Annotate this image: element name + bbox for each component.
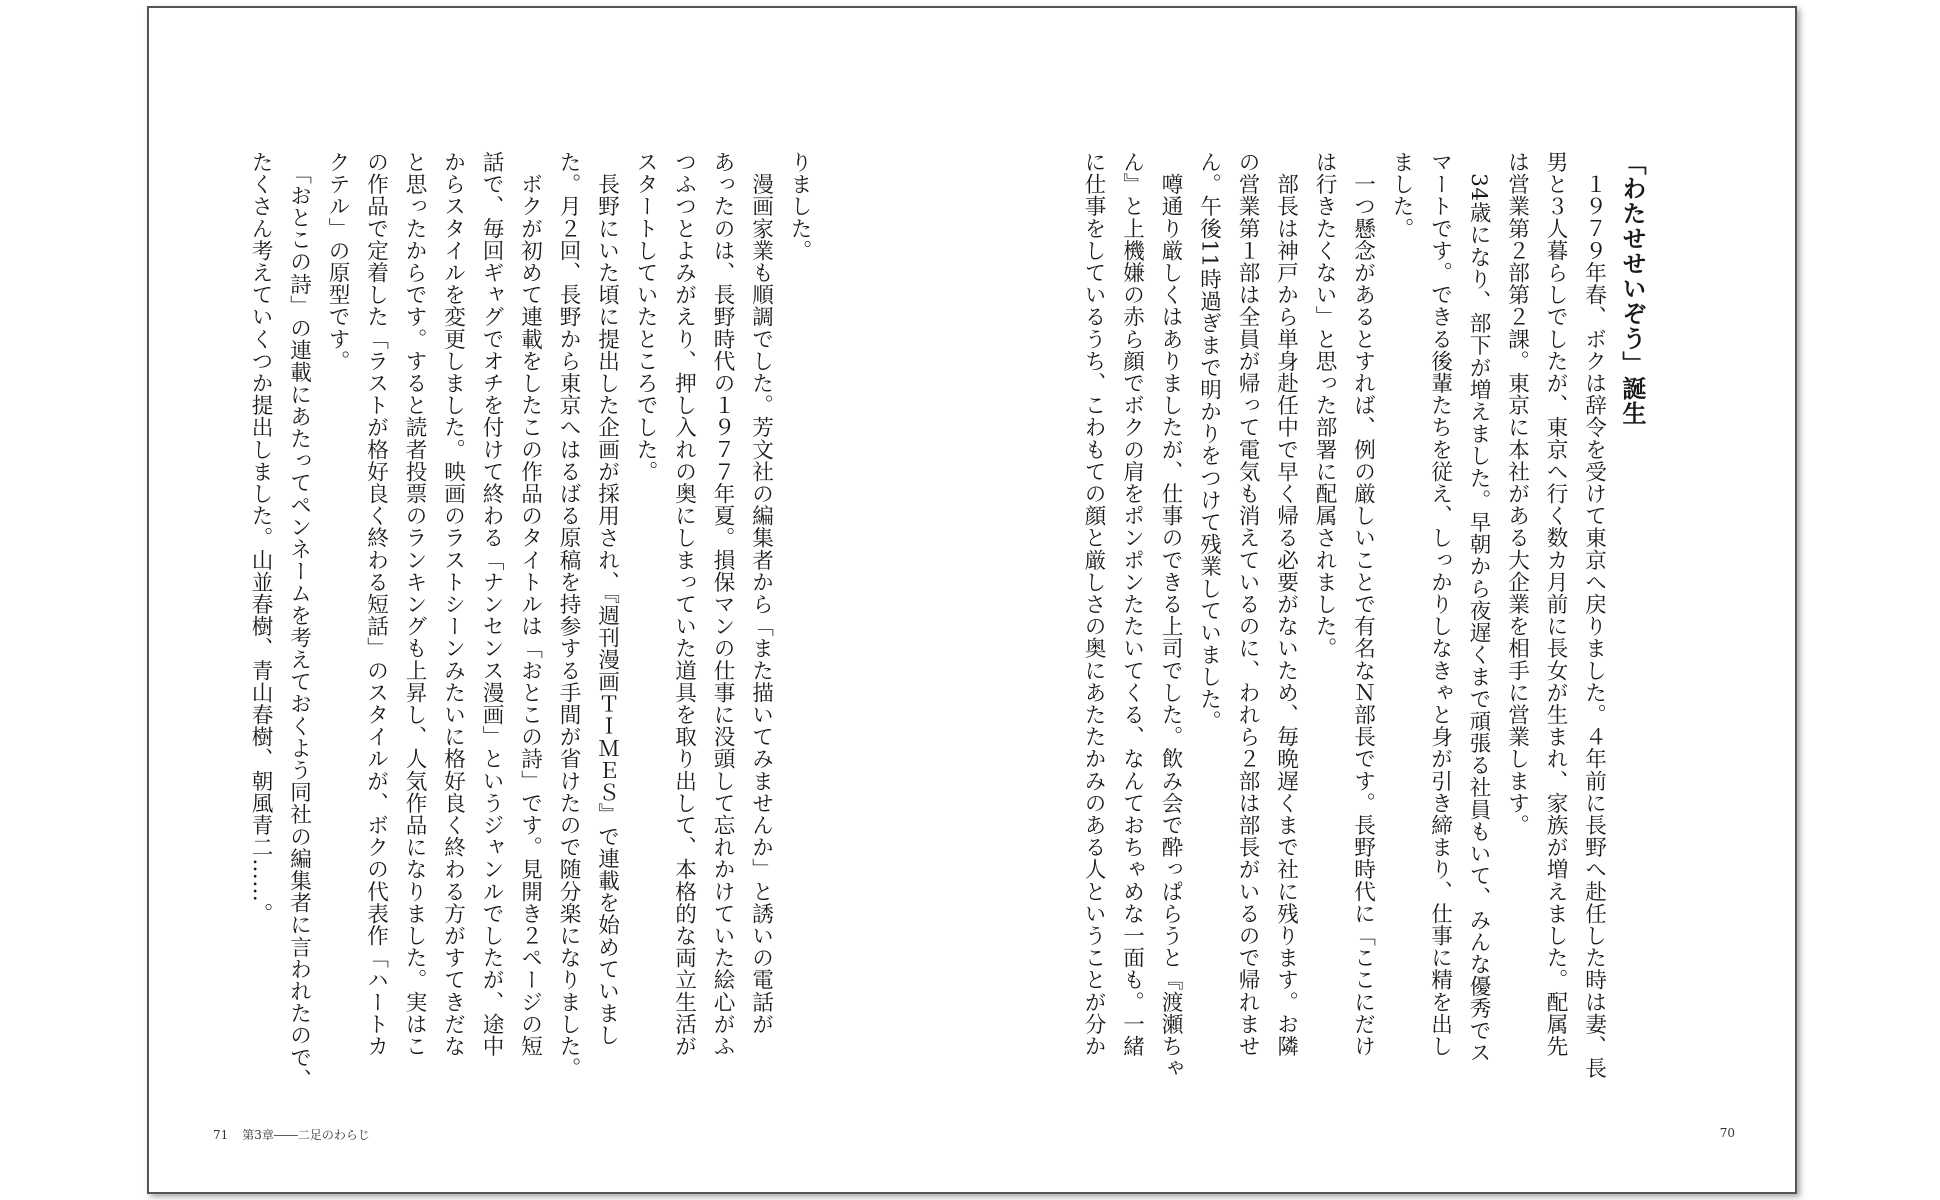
text-line: は行きたくない」と思った部署に配属されました。 <box>1312 151 1337 660</box>
section-heading: 「わたせせいぞう」誕生 <box>1618 151 1646 426</box>
text-line: ました。 <box>1389 151 1414 240</box>
text-line: あったのは、長野時代の１９７７年夏。損保マンの仕事に没頭して忘れかけていた絵心がふ <box>710 151 735 1058</box>
text-line: 「おとこの詩」の連載にあたってペンネームを考えておくよう同社の編集者に言われたので、 <box>286 151 312 1091</box>
text-line: 部長は神戸から単身赴任中で早く帰る必要がないため、毎晩遅くまで社に残ります。お隣 <box>1273 151 1299 1058</box>
text-line: １９７９年春、ボクは辞令を受けて東京へ戻りました。４年前に長野へ赴任した時は妻、長 <box>1581 151 1607 1080</box>
book-spread <box>147 6 1797 1194</box>
right-folio <box>1720 1126 1735 1140</box>
left-folio <box>213 1126 370 1143</box>
text-line: つふつとよみがえり、押し入れの奥にしまっていた道具を取り出して、本格的な両立生活が <box>671 151 697 1058</box>
text-line: た。月２回、長野から東京へはるばる原稿を持参する手間が省けたので随分楽になりました。 <box>556 151 581 1080</box>
text-line: たくさん考えていくつか提出しました。山並春樹、青山春樹、朝風青二……。 <box>248 151 273 925</box>
text-line: 一つ懸念があるとすれば、例の厳しいことで有名なＮ部長です。長野時代に「ここにだけ <box>1350 151 1376 1058</box>
text-line: 長野にいた頃に提出した企画が採用され、『週刊漫画ＴＩＭＥＳ』で連載を始めていまし <box>594 151 620 1047</box>
text-line: 34歳になり、部下が増えました。早朝から夜遅くまで頑張る社員もいて、みんな優秀でス <box>1466 151 1491 1064</box>
text-line: ん。午後11時過ぎまで明かりをつけて残業していました。 <box>1196 151 1222 732</box>
left-page <box>149 8 974 1192</box>
text-line: 漫画家業も順調でした。芳文社の編集者から「また描いてみませんか」と誘いの電話が <box>748 151 774 1035</box>
chapter-title: 第3章――二足のわらじ <box>242 1128 370 1142</box>
text-line: マートです。できる後輩たちを従え、しっかりしなきゃと身が引き締まり、仕事に精を出し <box>1427 151 1453 1058</box>
text-line: スタートしていたところでした。 <box>633 151 658 483</box>
left-page-number: 71 <box>213 1128 229 1142</box>
text-line: ん』と上機嫌の赤ら顔でボクの肩をポンポンたたいてくる、なんておちゃめな一面も。一緒 <box>1119 151 1145 1058</box>
text-line: ボクが初めて連載をしたこの作品のタイトルは「おとこの詩」です。見開き２ページの短 <box>517 151 543 1058</box>
left-page-body <box>218 151 818 1091</box>
text-line: 男と３人暮らしでしたが、東京へ行く数カ月前に長女が生まれ、家族が増えました。配属先 <box>1543 151 1568 1058</box>
text-line: クテル」の原型です。 <box>325 151 350 372</box>
text-line: と思ったからです。すると読者投票のランキングも上昇し、人気作品になりました。実はこ <box>402 151 427 1058</box>
right-page <box>974 8 1799 1192</box>
text-line: りました。 <box>787 151 812 262</box>
text-line: の営業第１部は全員が帰って電気も消えているのに、われら２部は部長がいるので帰れませ <box>1235 151 1260 1058</box>
text-line: からスタイルを変更しました。映画のラストシーンみたいに格好良く終わる方がすてきだな <box>440 151 466 1058</box>
right-page-body <box>981 151 1651 1091</box>
text-line: 噂通り厳しくはありましたが、仕事のできる上司でした。飲み会で酔っぱらうと『渡瀬ちゃ <box>1158 151 1183 1080</box>
text-line: は営業第２部第２課。東京に本社がある大企業を相手に営業します。 <box>1504 151 1530 837</box>
right-page-number: 70 <box>1719 1126 1735 1140</box>
text-line: の作品で定着した「ラストが格好良く終わる短話」のスタイルが、ボクの代表作「ハートカ <box>363 151 389 1058</box>
text-line: 話で、毎回ギャグでオチを付けて終わる「ナンセンス漫画」というジャンルでしたが、途中 <box>479 151 504 1058</box>
text-line: に仕事をしているうち、こわもての顔と厳しさの奥にあたたかみのある人ということが分か <box>1081 151 1106 1058</box>
